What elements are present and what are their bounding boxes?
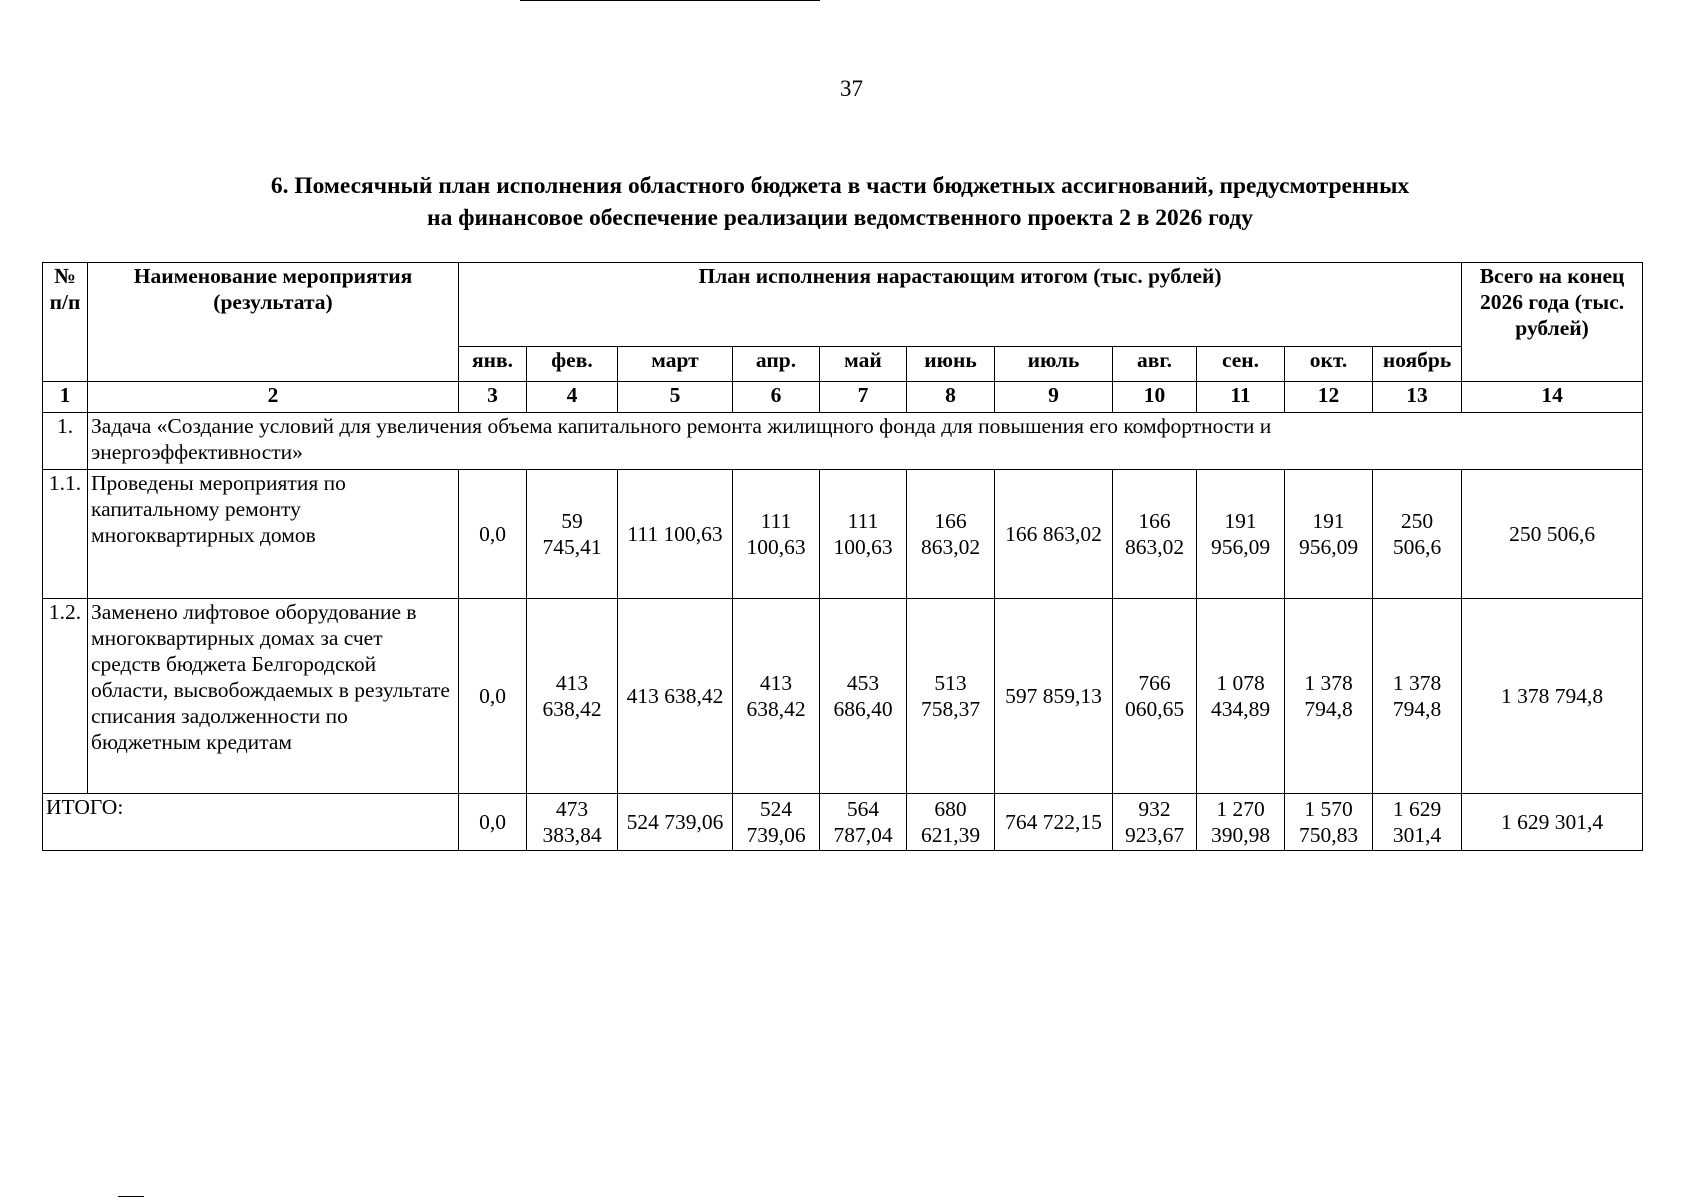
page-number: 37 <box>840 76 863 101</box>
header-month: июль <box>995 347 1113 382</box>
column-number: 6 <box>733 382 820 413</box>
itogo-value: 1 570 750,83 <box>1285 794 1373 851</box>
row-name: Проведены мероприятия по капитальному ремонту многоквартирных домов <box>88 470 459 599</box>
budget-plan-table <box>42 262 1643 851</box>
month-value: 166 863,02 <box>907 470 995 599</box>
month-value: 111 100,63 <box>820 470 907 599</box>
month-value: 0,0 <box>459 599 527 794</box>
itogo-value: 680 621,39 <box>907 794 995 851</box>
month-value: 191 956,09 <box>1285 470 1373 599</box>
column-number: 2 <box>88 382 459 413</box>
month-value: 413 638,42 <box>733 599 820 794</box>
header-month: июнь <box>907 347 995 382</box>
title-line-2: на финансовое обеспечение реализации ведомственного проекта 2 в 2026 году <box>427 205 1253 231</box>
month-value: 59 745,41 <box>527 470 618 599</box>
row-number: 1.1. <box>43 470 88 599</box>
header-name: Наименование мероприятия (результата) <box>88 263 459 382</box>
month-value: 597 859,13 <box>995 599 1113 794</box>
column-number: 14 <box>1462 382 1643 413</box>
column-number: 3 <box>459 382 527 413</box>
scan-bottom-mark <box>118 1196 144 1197</box>
month-value: 166 863,02 <box>1113 470 1197 599</box>
month-value: 1 378 794,8 <box>1373 599 1462 794</box>
itogo-value: 0,0 <box>459 794 527 851</box>
column-number-row <box>43 382 1643 413</box>
scan-top-edge <box>520 0 820 1</box>
header-plan: План исполнения нарастающим итогом (тыс. рублей) <box>459 263 1462 347</box>
column-number: 11 <box>1197 382 1285 413</box>
itogo-value: 764 722,15 <box>995 794 1113 851</box>
column-number: 8 <box>907 382 995 413</box>
column-number: 1 <box>43 382 88 413</box>
header-month: май <box>820 347 907 382</box>
header-num: № п/п <box>43 263 88 382</box>
month-value: 191 956,09 <box>1197 470 1285 599</box>
header-month: янв. <box>459 347 527 382</box>
month-value: 1 078 434,89 <box>1197 599 1285 794</box>
row-total: 1 378 794,8 <box>1462 599 1643 794</box>
month-value: 513 758,37 <box>907 599 995 794</box>
column-number: 12 <box>1285 382 1373 413</box>
itogo-value: 473 383,84 <box>527 794 618 851</box>
month-value: 111 100,63 <box>733 470 820 599</box>
itogo-value: 1 270 390,98 <box>1197 794 1285 851</box>
column-number: 4 <box>527 382 618 413</box>
document-title <box>100 170 1580 234</box>
itogo-value: 932 923,67 <box>1113 794 1197 851</box>
row-total: 250 506,6 <box>1462 470 1643 599</box>
month-value: 0,0 <box>459 470 527 599</box>
task-number: 1. <box>43 413 88 470</box>
column-number: 7 <box>820 382 907 413</box>
month-value: 1 378 794,8 <box>1285 599 1373 794</box>
header-total: Всего на конец 2026 года (тыс. рублей) <box>1462 263 1643 382</box>
itogo-value: 1 629 301,4 <box>1373 794 1462 851</box>
header-month: авг. <box>1113 347 1197 382</box>
column-number: 10 <box>1113 382 1197 413</box>
row-name: Заменено лифтовое оборудование в многоквартирных домах за счет средств бюджета Белгородской области, высвобождаемых в результате списания задолженности по бюджетным кредитам <box>88 599 459 794</box>
header-month: окт. <box>1285 347 1373 382</box>
column-number: 9 <box>995 382 1113 413</box>
table-row <box>43 470 1643 599</box>
title-line-1: 6. Помесячный план исполнения областного бюджета в части бюджетных ассигнований, предусмотренных <box>270 173 1410 199</box>
table-row <box>43 599 1643 794</box>
header-month: ноябрь <box>1373 347 1462 382</box>
header-month: сен. <box>1197 347 1285 382</box>
header-month: март <box>618 347 733 382</box>
itogo-value: 524 739,06 <box>618 794 733 851</box>
row-number: 1.2. <box>43 599 88 794</box>
month-value: 413 638,42 <box>527 599 618 794</box>
task-row <box>43 413 1643 470</box>
column-number: 13 <box>1373 382 1462 413</box>
itogo-total: 1 629 301,4 <box>1462 794 1643 851</box>
month-value: 166 863,02 <box>995 470 1113 599</box>
header-month: фев. <box>527 347 618 382</box>
itogo-label: ИТОГО: <box>43 794 459 851</box>
itogo-row <box>43 794 1643 851</box>
header-month: апр. <box>733 347 820 382</box>
month-value: 250 506,6 <box>1373 470 1462 599</box>
column-number: 5 <box>618 382 733 413</box>
month-value: 111 100,63 <box>618 470 733 599</box>
task-text: Задача «Создание условий для увеличения объема капитального ремонта жилищного фонда для повышения его комфортности и энергоэффективности» <box>88 413 1643 470</box>
month-value: 766 060,65 <box>1113 599 1197 794</box>
itogo-value: 564 787,04 <box>820 794 907 851</box>
itogo-value: 524 739,06 <box>733 794 820 851</box>
month-value: 413 638,42 <box>618 599 733 794</box>
month-value: 453 686,40 <box>820 599 907 794</box>
